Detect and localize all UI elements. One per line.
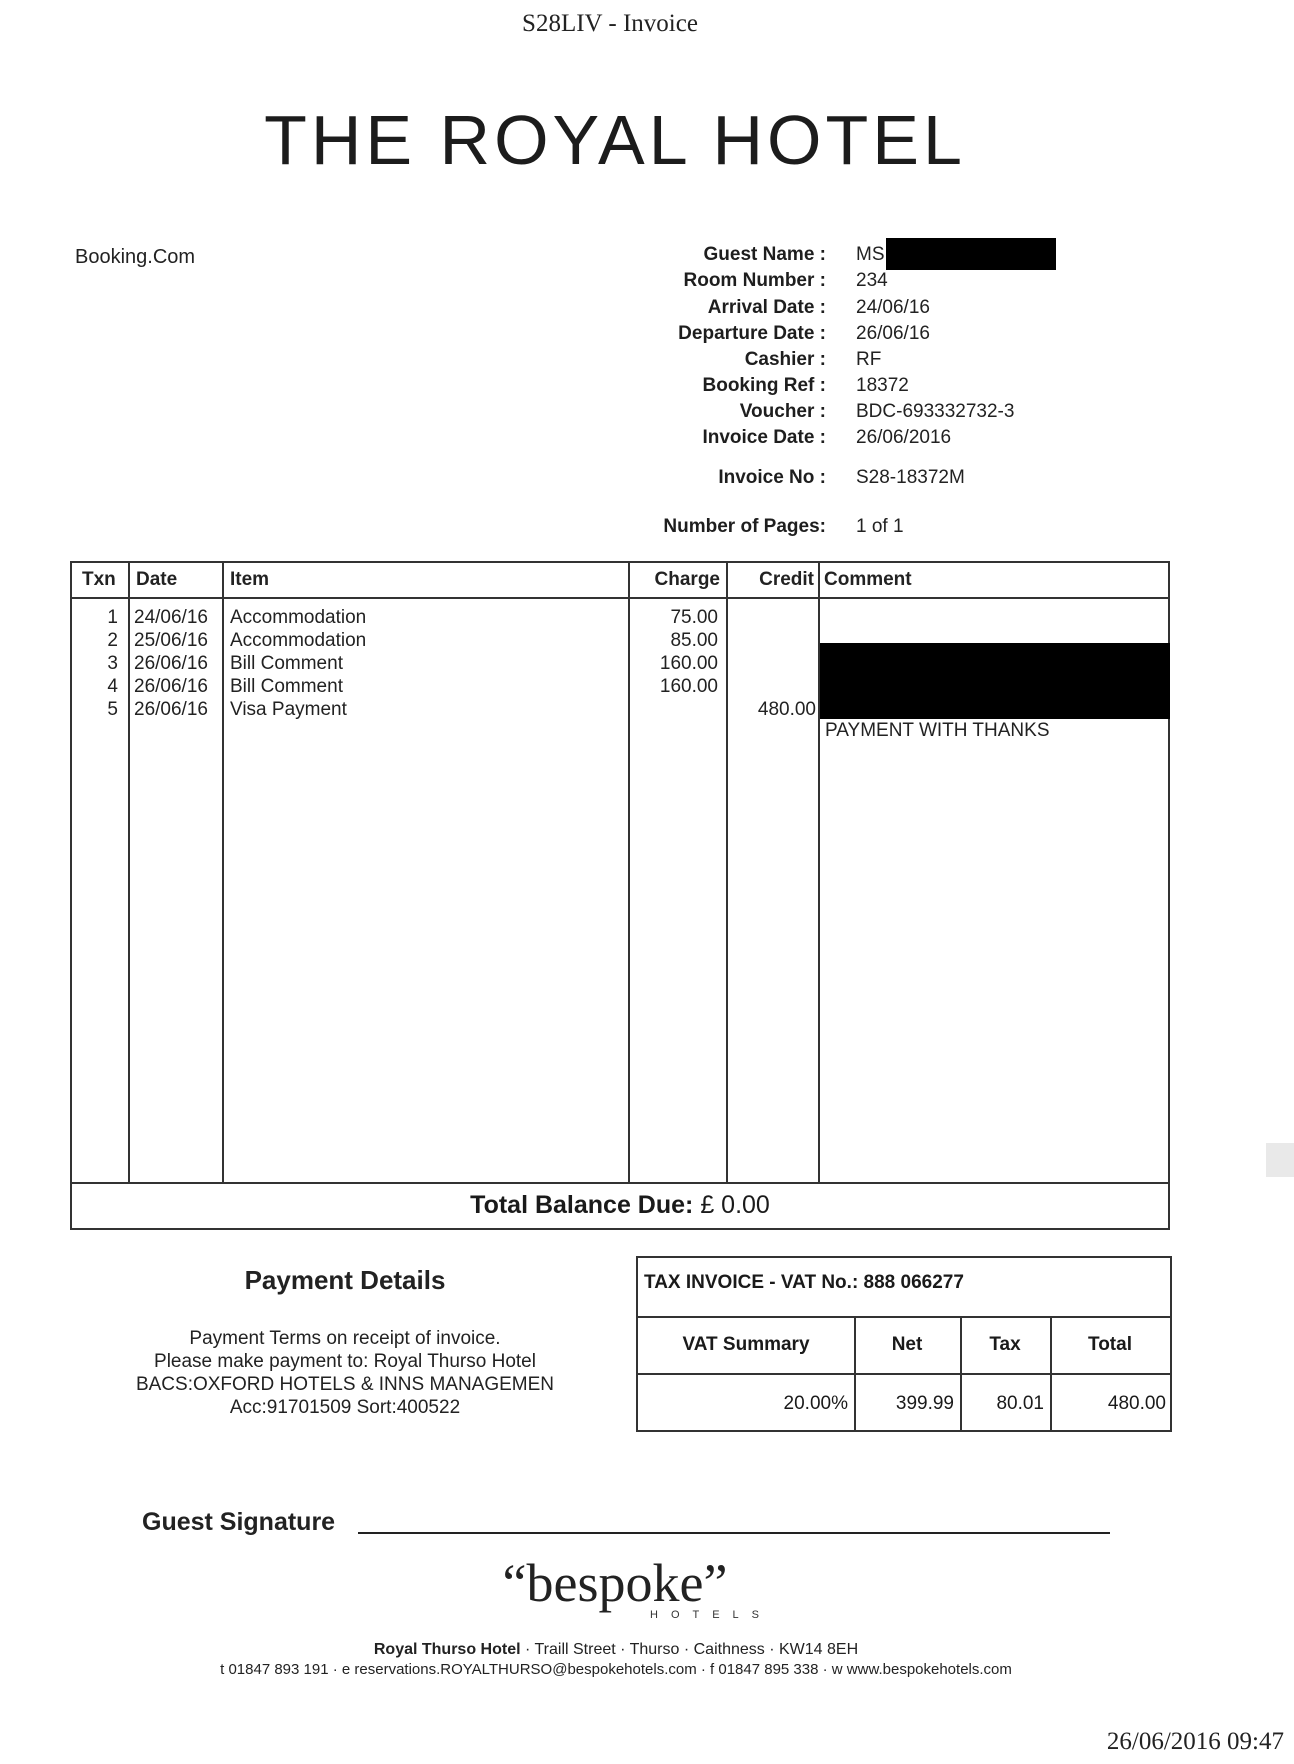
arrival-date-value: 24/06/16: [856, 297, 930, 318]
txn-number: 4: [107, 676, 118, 697]
txn-number: 5: [107, 699, 118, 720]
pages-label: Number of Pages:: [663, 516, 826, 537]
txn-charge: 160.00: [659, 676, 718, 697]
total-value: £ 0.00: [700, 1191, 770, 1219]
txn-charge: 160.00: [659, 653, 718, 674]
invoice-no-value: S28-18372M: [856, 467, 965, 488]
redaction-bar: [820, 643, 1170, 719]
voucher-label: Voucher :: [739, 401, 826, 422]
txn-date: 25/06/16: [134, 630, 208, 651]
vat-total: 480.00: [1107, 1393, 1166, 1414]
vat-title: TAX INVOICE - VAT No.: 888 066277: [644, 1272, 964, 1293]
vat-summary-table: [636, 1256, 1172, 1432]
redaction-bar: [886, 238, 1056, 270]
vat-rate: 20.00%: [783, 1393, 848, 1414]
txn-number: 1: [107, 607, 118, 628]
document-header: S28LIV - Invoice: [522, 10, 698, 37]
payment-details-text: [95, 1327, 595, 1419]
vat-header-total: Total: [1088, 1334, 1132, 1355]
hotel-contact: t 01847 893 191 · e reservations.ROYALTHURSO@bespokehotels.com · f 01847 895 338 · w www.bespokehotels.com: [220, 1661, 1012, 1678]
row-divider: [638, 1373, 1170, 1375]
header-charge: Charge: [654, 569, 720, 590]
row-divider: [638, 1316, 1170, 1318]
header-date: Date: [136, 569, 178, 590]
column-divider: [628, 563, 630, 1184]
booking-ref-label: Booking Ref :: [702, 375, 826, 396]
cashier-row: [640, 349, 1160, 373]
hotel-address: [0, 1641, 1232, 1659]
header-item: Item: [230, 569, 270, 590]
payment-terms: Payment Terms on receipt of invoice.: [189, 1328, 501, 1349]
vat-header-net: Net: [891, 1334, 923, 1355]
invoice-no-label: Invoice No :: [718, 467, 826, 488]
txn-comment: PAYMENT WITH THANKS: [825, 720, 1050, 741]
guest-name-label: Guest Name :: [703, 244, 826, 265]
guest-name-row: [640, 244, 1160, 268]
transactions-table: [70, 561, 1170, 1230]
header-credit: Credit: [759, 569, 814, 590]
booking-ref-row: [640, 375, 1160, 399]
hotel-address-name: Royal Thurso Hotel: [373, 1641, 521, 1658]
vat-net: 399.99: [895, 1393, 954, 1414]
departure-date-value: 26/06/16: [856, 323, 930, 344]
departure-date-row: [640, 323, 1160, 347]
txn-number: 2: [107, 630, 118, 651]
txn-date: 26/06/16: [134, 676, 208, 697]
room-number-value: 234: [856, 270, 888, 291]
vat-tax: 80.01: [996, 1393, 1044, 1414]
room-number-label: Room Number :: [683, 270, 826, 291]
txn-item: Bill Comment: [230, 676, 343, 697]
txn-credit: 480.00: [757, 699, 816, 720]
txn-item: Visa Payment: [230, 699, 347, 720]
arrival-date-row: [640, 297, 1160, 321]
signature-line: [358, 1532, 1110, 1534]
payment-account: Acc:91701509 Sort:400522: [229, 1397, 461, 1418]
voucher-value: BDC-693332732-3: [856, 401, 1015, 422]
column-divider: [128, 563, 130, 1184]
payment-payee: Please make payment to: Royal Thurso Hotel: [154, 1351, 536, 1372]
arrival-date-label: Arrival Date :: [707, 297, 826, 318]
total-label: Total Balance Due:: [470, 1191, 694, 1219]
pages-value: 1 of 1: [856, 516, 904, 537]
txn-item: Accommodation: [230, 630, 367, 651]
invoice-date-value: 26/06/2016: [856, 427, 952, 448]
total-balance: [72, 1182, 1168, 1228]
header-comment: Comment: [824, 569, 912, 590]
guest-signature-label: Guest Signature: [142, 1508, 336, 1536]
vat-header-summary: VAT Summary: [682, 1334, 810, 1355]
hotel-name: THE ROYAL HOTEL: [264, 101, 966, 179]
print-timestamp: 26/06/2016 09:47: [1106, 1728, 1284, 1755]
txn-charge: 85.00: [670, 630, 718, 651]
txn-date: 26/06/16: [134, 653, 208, 674]
column-divider: [222, 563, 224, 1184]
header-txn: Txn: [82, 569, 116, 590]
txn-item: Accommodation: [230, 607, 367, 628]
txn-charge: 75.00: [670, 607, 718, 628]
txn-item: Bill Comment: [230, 653, 343, 674]
payment-details-title: Payment Details: [244, 1265, 446, 1295]
cashier-label: Cashier :: [744, 349, 826, 370]
invoice-date-row: [640, 427, 1160, 451]
payment-bacs: BACS:OXFORD HOTELS & INNS MANAGEMEN: [135, 1374, 555, 1395]
vat-header-tax: Tax: [989, 1334, 1021, 1355]
txn-number: 3: [107, 653, 118, 674]
column-divider: [726, 563, 728, 1184]
invoice-no-row: [640, 467, 1160, 491]
cashier-value: RF: [856, 349, 882, 370]
booking-source: Booking.Com: [75, 246, 196, 268]
txn-date: 24/06/16: [134, 607, 208, 628]
room-number-row: [640, 270, 1160, 294]
booking-ref-value: 18372: [856, 375, 909, 396]
voucher-row: [640, 401, 1160, 425]
guest-name-value: MS: [856, 244, 885, 265]
txn-date: 26/06/16: [134, 699, 208, 720]
hotel-address-street: · Traill Street · Thurso · Caithness · KW14 8EH: [520, 1641, 859, 1658]
bespoke-logo-subtitle: HOTELS: [650, 1609, 773, 1621]
pages-row: [640, 516, 1160, 540]
invoice-date-label: Invoice Date :: [702, 427, 826, 448]
bespoke-logo: “bespoke”: [502, 1553, 728, 1613]
scan-edge-mark: [1266, 1143, 1294, 1177]
departure-date-label: Departure Date :: [678, 323, 826, 344]
